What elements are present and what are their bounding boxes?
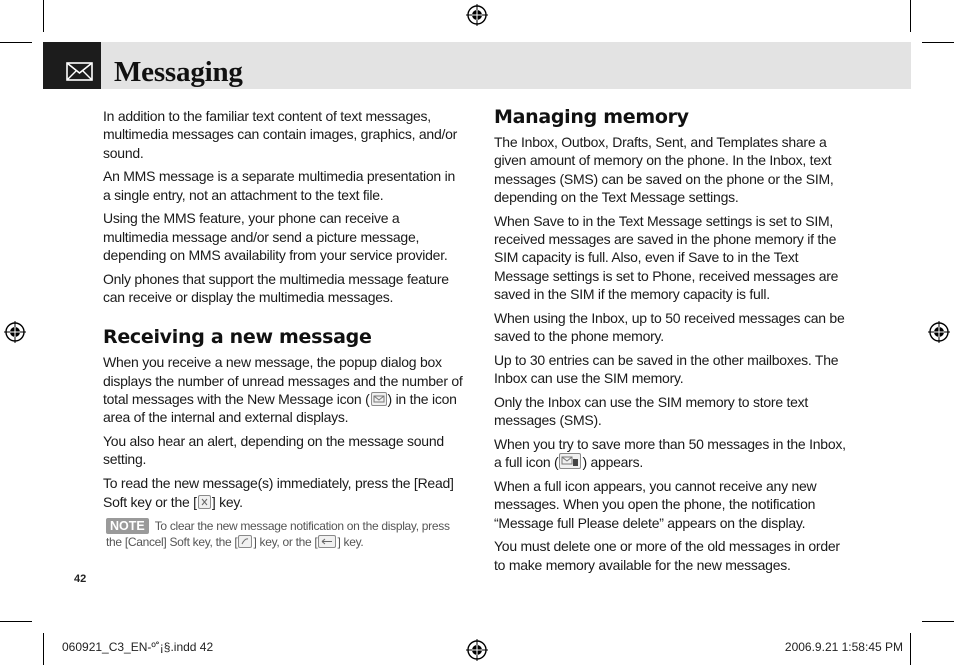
ok-key-icon [198,495,211,509]
body-paragraph: Only phones that support the multimedia message feature can receive or display the multimedia messages. [103,270,449,306]
envelope-icon [66,62,93,81]
body-paragraph: You also hear an alert, depending on the message sound setting. [103,433,444,468]
memory-full-icon [559,453,581,469]
new-message-icon [371,392,387,406]
print-timestamp: 2006.9.21 1:58:45 PM [784,640,903,654]
left-column [103,107,465,551]
section-heading-receiving: Receiving a new message [103,326,372,349]
body-paragraph: You must delete one or more of the old messages in order to make memory available for the new messages. [494,538,840,573]
crop-mark [0,621,32,622]
crop-mark [910,633,911,665]
registration-mark-icon [466,4,488,26]
registration-mark-icon [466,639,488,661]
body-paragraph: Using the MMS feature, your phone can receive a multimedia message and/or send a picture message, depending on MMS availability from your service provider. [103,210,448,264]
registration-mark-icon [928,321,950,343]
back-key-icon [318,535,336,548]
section-heading-memory: Managing memory [494,106,689,128]
page-number: 42 [74,573,87,585]
body-paragraph: When you receive a new message, the popup dialog box displays the number of unread messages and the number of total messages with the New Message icon ( ) in the icon area of the internal and external displays. [103,354,463,426]
body-paragraph: When you try to save more than 50 messages in the Inbox, a full icon ( ) appears. [494,435,846,471]
body-paragraph: The Inbox, Outbox, Drafts, Sent, and Templates share a given amount of memory on the phone. In the Inbox, text messages (SMS) can be saved on the phone or the SIM, depending on the Text Message settings. [494,134,834,205]
crop-mark [43,0,44,32]
crop-mark [922,42,954,43]
note-box: NOTE To clear the new message notification on the display, press the [Cancel] Soft key, the [ ] key, or the [ ] key. [106,518,450,550]
body-paragraph: When a full icon appears, you cannot receive any new messages. When you open the phone, the notification “Message full Please delete” appears on the display. [494,478,817,531]
right-column [494,105,852,580]
body-paragraph: Up to 30 entries can be saved in the other mailboxes. The Inbox can use the SIM memory. [494,351,839,387]
chapter-icon-box [43,42,101,89]
chapter-title: Messaging [114,56,243,88]
body-paragraph: An MMS message is a separate multimedia presentation in a single entry, not an attachment to the text file. [103,168,455,203]
body-paragraph: When Save to in the Text Message settings is set to SIM, received messages are saved in the phone memory if the SIM capacity is full. Also, even if Save to in the Text Message settings is set to Phone, received messages are saved in the SIM if the memory capacity is full. [494,212,839,302]
body-paragraph: In addition to the familiar text content of text messages, multimedia messages can contain images, graphics, and/or sound. [103,108,458,161]
crop-mark [922,621,954,622]
note-badge: NOTE [106,518,149,534]
crop-mark [0,42,32,43]
crop-mark [910,0,911,32]
crop-mark [43,633,44,665]
end-key-icon [238,535,252,548]
body-paragraph: To read the new message(s) immediately, press the [Read] Soft key or the [ ] key. [103,475,454,510]
file-slug: 060921_C3_EN-º˚¡§.indd 42 [62,640,214,654]
body-paragraph: Only the Inbox can use the SIM memory to store text messages (SMS). [494,393,809,429]
body-paragraph: When using the Inbox, up to 50 received messages can be saved to the phone memory. [494,309,845,344]
registration-mark-icon [4,321,26,343]
